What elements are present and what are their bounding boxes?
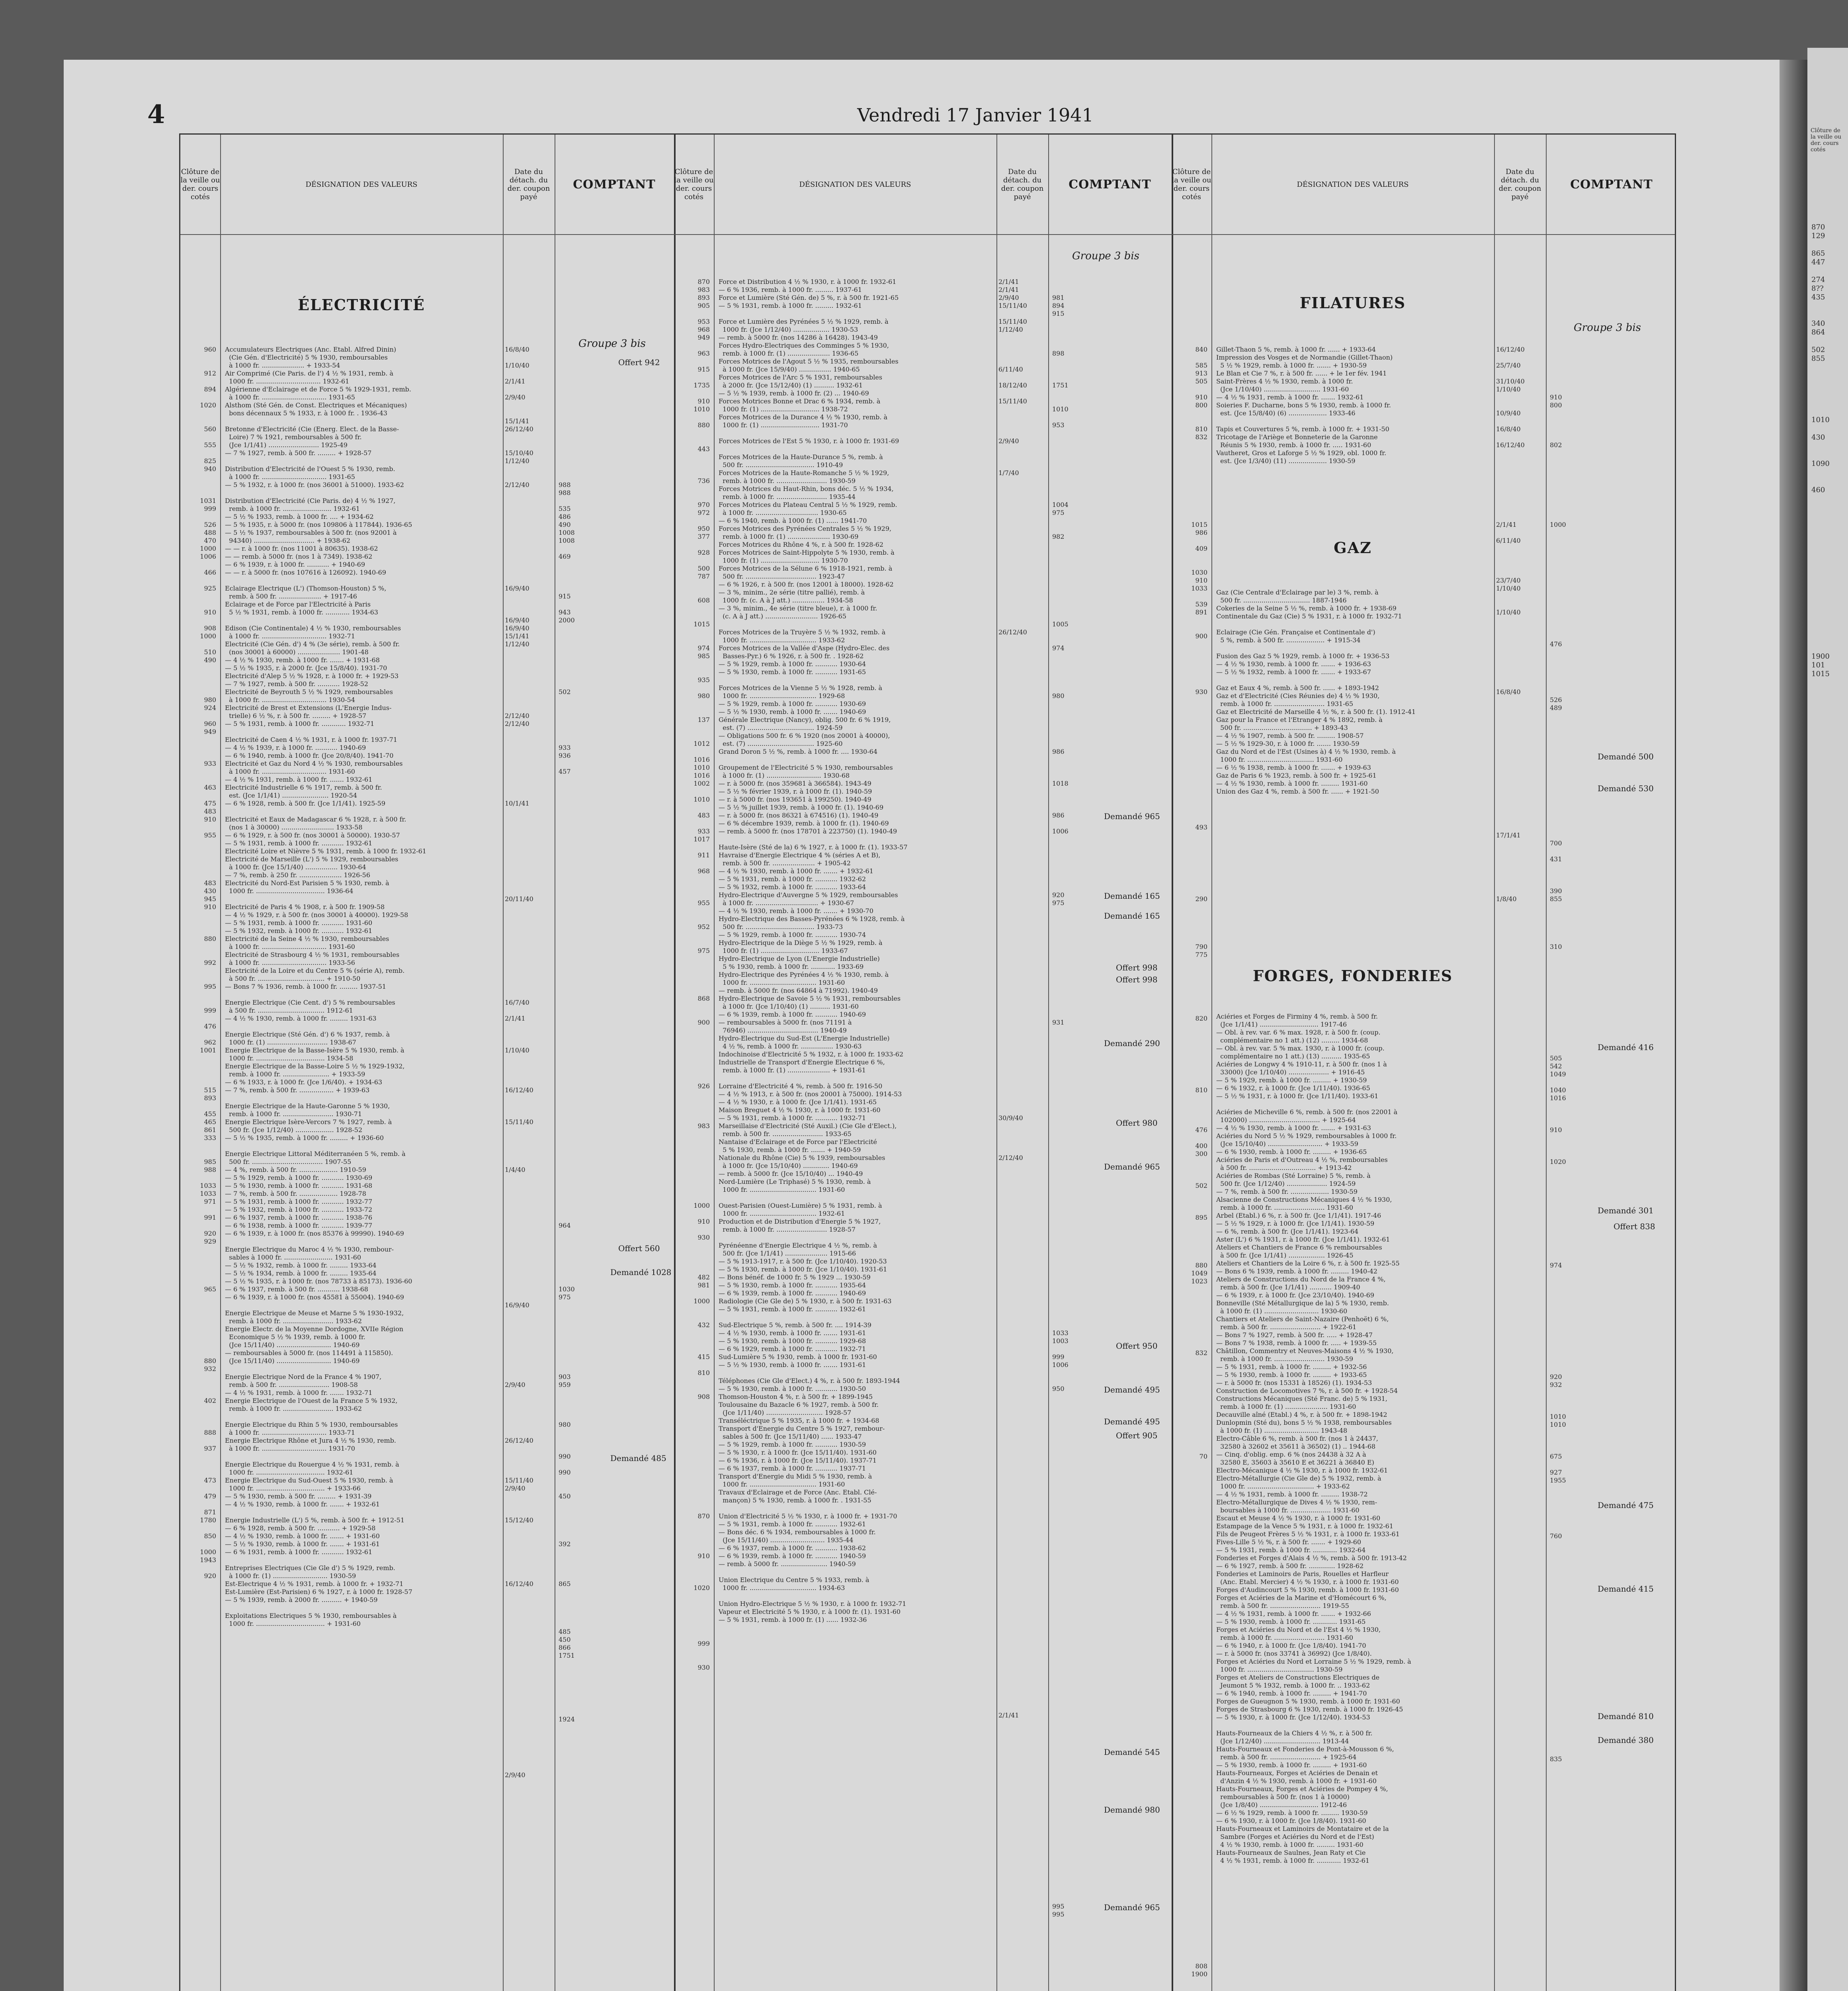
- demand-quote: Demandé 530: [1598, 784, 1654, 793]
- securities-list: Accumulateurs Electriques (Anc. Etabl. Alfred Dinin) (Cie Gén. d'Electricité) 5 % 1930, remboursables à 1000 fr. ..................... + 1933-54 Air Comprimé (Cie Paris. de l') 4 ½ % 1931, remb. à 1000 fr. ................................ 1932-61 Algérienne d'Eclairage et de Force 5 % 1929-1931, remb. à 1000 fr. ................................ 1931-65 Alsthom (Sté Gén. de Const. Electriques et Mécaniques) bons décennaux 5 % 1933, r. à 1000 fr. . 1936-43 Bretonne d'Electricité (Cie (Energ. Elect. de la Basse- Loire) 7 % 1921, remboursables à 500 fr. (Jce 1/1/41) ......................... 1925-49 — 7 % 1927, remb. à 500 fr. ......... + 1928-57 Distribution d'Electricité de l'Ouest 5 % 1930, remb. à 1000 fr. ................................ 1931-65 — 5 % 1932, r. à 1000 fr. (nos 36001 à 51000). 1933-62 Distribution d'Electricité (Cie Paris. de) 4 ½ % 1927, remb. à 1000 fr. ........................ 1932-61 — 5 ½ % 1933, remb. à 1000 fr. .... + 1934-62 — 5 % 1935, r. à 5000 fr. (nos 109806 à 117844). 1936-65 — 5 ½ % 1937, remboursables à 500 fr. (nos 92001 à 94340) .............................. + 1938-62 — — r. à 1000 fr. (nos 11001 à 80635). 1938-62 — — remb. à 5000 fr. (nos 1 à 7349). 1938-62 — 6 % 1939, r. à 1000 fr. ........... + 1940-69 — — r. à 5000 fr. (nos 107616 à 126092). 1940-69 Eclairage Electrique (L') (Thomson-Houston) 5 %, remb. à 500 fr. ..................... + 1917-46 Eclairage et de Force par l'Electricité à Paris 5 ½ % 1931, remb. à 1000 fr. ............ 1934-63 Edison (Cie Continentale) 4 ½ % 1930, remboursables à 1000 fr. ................................ 1932-71 Electricité (Cie Gén. d') 4 % (3e série), remb. à 500 fr. (nos 30001 à 60000) ..................... 1901-48 — 4 ½ % 1930, remb. à 1000 fr. ....... + 1931-68 — 5 ½ % 1935, r. à 2000 fr. (Jce 15/8/40). 1931-70 Electricité d'Alep 5 ½ % 1928, r. à 1000 fr. + 1929-53 — 7 % 1927, remb. à 500 fr. ........... 1928-52 Electricité de Beyrouth 5 ½ % 1929, remboursables à 1000 fr. ................................ 1930-54 Electricité de Brest et Extensions (L'Energie Indus- trielle) 6 ½ %, r. à 500 fr. ......... + 1928-57 — 5 % 1931, remb. à 1000 fr. ............ 1932-71 Electricité de Caen 4 ½ % 1931, r. à 1000 fr. 1937-71 — 4 ½ % 1939, r. à 1000 fr. ........... 1940-69 — 6 % 1940, remb. à 1000 fr. (Jce 20/8/40). 1941-70 Electricité et Gaz du Nord 4 ½ % 1930, remboursables à 1000 fr. ................................ 1931-60 — 4 ½ % 1931, remb. à 1000 fr. ....... 1932-61 Electricité Industrielle 6 % 1917, remb. à 500 fr. est. (Jce 1/1/41) ....................... 1920-54 — 6 % 1928, remb. à 500 fr. (Jce 1/1/41). 1925-59 Electricité et Eaux de Madagascar 6 % 1928, r. à 500 fr. (nos 1 à 30000) .......................... 1933-58 — 6 % 1929, r. à 500 fr. (nos 30001 à 50000). 1930-57 — 5 % 1931, remb. à 1000 fr. ........... 1932-61 Electricité Loire et Nièvre 5 % 1931, remb. à 1000 fr. 1932-61 Electricité de Marseille (L') 5 % 1929, remboursables à 1000 fr. (Jce 15/1/40) ................ 1930-64 — 7 %, remb. à 250 fr. ..................... 1926-56 Electricité du Nord-Est Parisien 5 % 1930, remb. à 1000 fr. .................................. 1936-64 Electricité de Paris 4 % 1908, r. à 500 fr. 1909-58 — 4 ½ % 1929, r. à 500 fr. (nos 30001 à 40000). 1929-58 — 5 % 1931, remb. à 1000 fr. ........... 1931-60 — 5 % 1932, remb. à 1000 fr. ........... 1932-61 Electricité de la Seine 4 ½ % 1930, remboursables à 1000 fr. ................................ 1931-60 Electricité de Strasbourg 4 ½ % 1931, remboursables à 1000 fr. ................................ 1933-56 Electricité de la Loire et du Centre 5 % (série A), remb. à 500 fr. ................................. + 1910-50 — Bons 7 % 1936, remb. à 1000 fr. ......... 1937-51 Energie Electrique (Cie Cent. d') 5 % remboursables à 500 fr. ................................. 1912-61 — 4 ½ % 1930, remb. à 1000 fr. ......... 1931-63 Energie Electrique (Sté Gén. d') 6 % 1937, remb. à 1000 fr. (1) .............................. 1938-67 Energie Electrique de la Basse-Isère 5 % 1930, remb. à 1000 fr. .................................. 1934-58 Energie Electrique de la Basse-Loire 5 ½ % 1929-1932, remb. à 1000 fr. ....................... + 1933-59 — 6 % 1933, r. à 1000 fr. (Jce 1/6/40). + 1934-63 — 7 %, remb. à 500 fr. ................. + 1939-63 Energie Electrique de la Haute-Garonne 5 % 1930, remb. à 1000 fr. ......................... 1930-71 Energie Electrique Isère-Vercors 7 % 1927, remb. à 500 fr. (Jce 1/12/40) ................... 1928-52 — 5 ½ % 1935, remb. à 1000 fr. ......... + 1936-60 Energie Electrique Littoral Méditerranéen 5 %, remb. à 500 fr. ................................... 1907-55 — 4 %, remb. à 500 fr. ................... 1910-59 — 5 % 1929, remb. à 1000 fr. ........... 1930-69 — 5 % 1930, remb. à 1000 fr. ........... 1931-68 — 7 %, remb. à 500 fr. ................... 1928-78 — 5 % 1931, remb. à 1000 fr. ........... 1932-77 — 5 % 1932, remb. à 1000 fr. ........... 1933-72 — 6 % 1937, remb. à 1000 fr. ........... 1938-76 — 6 % 1938, remb. à 1000 fr. ........... 1939-77 — 6 % 1939, r. à 1000 fr. (nos 85376 à 99990). 1940-69 Energie Electrique du Maroc 4 ½ % 1930, rembour- sables à 1000 fr. ........................ 1931-60 — 5 ½ % 1932, remb. à 1000 fr. ......... 1933-64 — 5 ½ % 1934, remb. à 1000 fr. ......... 1935-64 — 5 ½ % 1935, r. à 1000 fr. (nos 78733 à 85173). 1936-60 — 6 % 1937, remb. à 500 fr. ........... 1938-68 — 6 % 1939, r. à 1000 fr. (nos 45581 à 55004). 1940-69 Energie Electrique de Meuse et Marne 5 % 1930-1932, remb. à 1000 fr. ......................... 1933-62 Energie Electr. de la Moyenne Dordogne, XVIIe Région Economique 5 ½ % 1939, remb. à 1000 fr. (Jce 15/11/40) ........................... 1940-69 — remboursables à 5000 fr. (nos 114491 à 115850). (Jce 15/11/40) ........................... 1940-69 Energie Electrique Nord de la France 4 % 1907, remb. à 500 fr. ......................... 1908-58 — 4 ½ % 1931, remb. à 1000 fr. ....... 1932-71 Energie Electrique de l'Ouest de la France 5 % 1932, remb. à 1000 fr. ......................... 1933-62 Energie Electrique du Rhin 5 % 1930, remboursables à 1000 fr. ................................ 1933-71 Energie Electrique Rhône et Jura 4 ½ % 1930, remb. à 1000 fr. ................................ 1931-70 Energie Electrique du Rouergue 4 ½ % 1931, remb. à 1000 fr. .................................. 1932-61 Energie Electrique du Sud-Ouest 5 % 1930, remb. à 1000 fr. .................................. + 1933-66 — 5 % 1930, remb. à 500 fr. ......... + 1931-39 — 4 ½ % 1930, remb. à 1000 fr. ....... + 1932-61 Energie Industrielle (L') 5 %, remb. à 500 fr. + 1912-51 — 6 % 1928, remb. à 500 fr. ........... + 1929-58 — 4 ½ % 1930, remb. à 1000 fr. ....... + 1931-60 — 5 ½ % 1930, remb. à 1000 fr. ....... + 1931-61 — 6 % 1931, remb. à 1000 fr. ........... 1932-61 Entreprises Electriques (Cie Gle d') 5 % 1929, remb. à 1000 fr. (1) ........................... 1930-59 Est-Electrique 4 ½ % 1931, remb. à 1000 fr. + 1932-71 Est-Lumière (Est-Parisien) 6 % 1927, r. à 1000 fr. 1928-57 — 5 % 1939, remb. à 2000 fr. .......... + 1940-59 Exploitations Electriques 5 % 1930, remboursables à 1000 fr. .................................. + 1931-60: [225, 346, 426, 1627]
- adjacent-page-strip: [1807, 48, 1848, 1991]
- header-designation: DÉSIGNATION DES VALEURS: [799, 180, 911, 189]
- gaz-list: Gaz (Cie Centrale d'Eclairage par le) 3 %, remb. à 500 fr. ................................. 1887-1946 Cokeries de la Seine 5 ½ %, remb. à 1000 fr. + 1938-69 Continentale du Gaz (Cie) 5 % 1931, r. à 1000 fr. 1932-71 Eclairage (Cie Gén. Française et Continentale d') 5 %, remb. à 500 fr. ................... + 1915-34 Fusion des Gaz 5 % 1929, remb. à 1000 fr. + 1936-53 — 4 ½ % 1930, remb. à 1000 fr. ....... + 1936-63 — 5 ½ % 1932, remb. à 1000 fr. ....... + 1933-67 Gaz et Eaux 4 %, remb. à 500 fr. ...... + 1893-1942 Gaz et d'Electricité (Cies Réunies de) 4 ½ % 1930, remb. à 1000 fr. ......................... 1931-65 Gaz et Electricité de Marseille 4 ½ %, r. à 500 fr. (1). 1912-41 Gaz pour la France et l'Etranger 4 % 1892, remb. à 500 fr. .................................. + 1893-43 — 4 ½ % 1907, remb. à 500 fr. ......... 1908-57 — 5 ½ % 1929-30, r. à 1000 fr. ....... 1930-59 Gaz du Nord et de l'Est (Usines à) 4 ½ % 1930, remb. à 1000 fr. ................................. 1931-60 — 6 ½ % 1938, remb. à 1000 fr. ....... + 1939-63 Gaz de Paris 6 % 1923, remb. à 500 fr. + 1925-61 — 4 ½ % 1930, remb. à 1000 fr. ......... 1931-60 Union des Gaz 4 %, remb. à 500 fr. ...... + 1921-50: [1216, 589, 1416, 795]
- demand-quote: Demandé 495: [1104, 1417, 1160, 1426]
- header-date-detach: Date du détach. du der. coupon payé: [507, 168, 550, 201]
- next-page-header: Clôture de la veille ou der. cours cotés: [1811, 127, 1842, 153]
- demand-quote: Demandé 495: [1104, 1385, 1160, 1394]
- detach-dates: 16/12/40 25/7/40 31/10/40 1/10/40 10/9/40 16/8/40 16/12/40 2/1/41 6/11/40 23/7/40 1/10/40 1/10/40 16/8/40 17/1/41 1/8/40: [1496, 346, 1525, 903]
- cloture-values: 960 912 894 1020 560 555 825 940 1031 999 526 488 470 1000 1006 466 925 910 908 1000 510 490 980 924 960 949 933 463 475 483 910 955 483 430 945 910 880 992 995 999 476 962 1001 515 893 455 465 861 333 985 988 1033 1033 971 991 920 929 965 880 932 402 888 937 473 479 871 1780 850 1000 1943 920: [200, 346, 216, 1580]
- offer-quote: Offert 950: [1116, 1341, 1158, 1351]
- demand-quote: Demandé 415: [1598, 1584, 1654, 1594]
- header-date-detach: Date du détach. du der. coupon payé: [1001, 168, 1044, 201]
- demand-quote: Demandé 165: [1104, 911, 1160, 921]
- groupe-label: Groupe 3 bis: [1574, 322, 1641, 334]
- stock-table: [179, 133, 1676, 1991]
- demand-quote: Demandé 165: [1104, 891, 1160, 901]
- demand-quote: Demandé 965: [1104, 812, 1160, 821]
- demand-quote: Demandé 500: [1598, 752, 1654, 761]
- offer-quote: Offert 980: [1116, 1118, 1158, 1128]
- header-cloture: Clôture de la veille ou der. cours cotés: [180, 168, 220, 201]
- demand-quote: Demandé 1028: [610, 1267, 672, 1277]
- groupe-label: Groupe 3 bis: [578, 338, 646, 350]
- issue-date: Vendredi 17 Janvier 1941: [857, 104, 1094, 126]
- header-designation: DÉSIGNATION DES VALEURS: [1297, 180, 1409, 189]
- demand-quote: Demandé 545: [1104, 1747, 1160, 1757]
- demand-quote: Demandé 965: [1104, 1903, 1160, 1912]
- section-gaz: GAZ: [1334, 539, 1372, 557]
- section-electricite: ÉLECTRICITÉ: [298, 296, 425, 314]
- header-cloture: Clôture de la veille ou der. cours cotés: [674, 168, 714, 201]
- demand-quote: Demandé 980: [1104, 1805, 1160, 1815]
- header-designation: DÉSIGNATION DES VALEURS: [305, 180, 418, 189]
- cloture-values: 870 983 893 905 953 968 949 963 915 1735 910 1010 880 443 736 970 972 950 377 928 500 787 608 1015 974 985 935 980 137 1012 1016 1010 1016 1002 1010 483 933 1017 911 968 955 952 975 868 900 926 983 1000 910 930 482 981 1000 432 415 810 908 870 910 1020 999 930: [693, 278, 710, 1671]
- comptant-values: 910 800 802 1000 476 526 489 700 431 390 855 310 505 542 1049 1040 1016 910 1020 974 920 932 1010 1010 675 927 1955 760 835: [1550, 393, 1566, 1763]
- offer-quote: Offert 905: [1116, 1431, 1158, 1440]
- demand-quote: Demandé 416: [1598, 1042, 1654, 1052]
- demand-quote: Demandé 380: [1598, 1735, 1654, 1745]
- header-cloture: Clôture de la veille ou der. cours cotés: [1172, 168, 1211, 201]
- header-comptant: COMPTANT: [1570, 177, 1653, 192]
- demand-quote: Demandé 475: [1598, 1500, 1654, 1510]
- demand-quote: Demandé 301: [1598, 1206, 1654, 1215]
- demand-quote: Demandé 965: [1104, 1162, 1160, 1172]
- section-filatures: FILATURES: [1299, 294, 1406, 312]
- header-date-detach: Date du détach. du der. coupon payé: [1498, 168, 1541, 201]
- filatures-list: Gillet-Thaon 5 %, remb. à 1000 fr. ...... + 1933-64 Impression des Vosges et de Normandie (Gillet-Thaon) 5 ½ % 1929, remb. à 1000 fr. ....... + 1930-59 Le Blan et Cie 7 %, r. à 500 fr. ...... + le 1er fév. 1941 Saint-Frères 4 ½ % 1930, remb. à 1000 fr. (Jce 1/10/40) ............................ 1931-60 — 4 ½ % 1931, remb. à 1000 fr. ....... 1932-61 Soieries F. Ducharne, bons 5 % 1930, remb. à 1000 fr. est. (Jce 15/8/40) (6) ................... 1933-46 Tapis et Couvertures 5 %, remb. à 1000 fr. + 1931-50 Tricotage de l'Ariège et Bonneterie de la Garonne Réunis 5 % 1930, remb. à 1000 fr. ..... 1931-60 Vautheret, Gros et Laforge 5 ½ % 1929, obl. 1000 fr. est. (Jce 1/3/40) (11) ................... 1930-59: [1216, 346, 1393, 465]
- detach-dates: 16/8/40 1/10/40 2/1/41 2/9/40 15/1/41 26/12/40 15/10/40 1/12/40 2/12/40 16/9/40 16/9/40 16/9/40 15/1/41 1/12/40 2/12/40 2/12/40 10/1/41 20/11/40 16/7/40 2/1/41 1/10/40 16/12/40 15/11/40 1/4/40 16/9/40 2/9/40 26/12/40 15/11/40 2/9/40 15/12/40 16/12/40 2/9/40: [505, 346, 533, 1779]
- demand-quote: Demandé 810: [1598, 1711, 1654, 1721]
- comptant-values: 981 894 915 898 1751 1010 953 1004 975 982 1005 974 980 986 1018 986 1006 920 975 931 1033 1003 999 1006 950 995 995: [1052, 294, 1069, 1918]
- offer-quote: Offert 838: [1614, 1222, 1655, 1231]
- section-forges-fonderies: FORGES, FONDERIES: [1252, 967, 1453, 985]
- book-spine-shadow: [1780, 60, 1807, 1991]
- securities-list: Force et Distribution 4 ½ % 1930, r. à 1000 fr. 1932-61 — 6 % 1936, remb. à 1000 fr. ......... 1937-61 Force et Lumière (Sté Gén. de) 5 %, r. à 500 fr. 1921-65 — 5 % 1931, remb. à 1000 fr. ......... 1932-61 Force et Lumière des Pyrénées 5 ½ % 1929, remb. à 1000 fr. (Jce 1/12/40) .................. 1930-53 — remb. à 5000 fr. (nos 14286 à 16428). 1943-49 Forces Hydro-Electriques des Comminges 5 % 1930, remb. à 1000 fr. (1) ..................... 1936-65 Forces Motrices de l'Agout 5 ½ % 1935, remboursables à 1000 fr. (Jce 15/9/40) ................ 1940-65 Forces Motrices de l'Arc 5 % 1931, remboursables à 2000 fr. (Jce 15/12/40) (1) .......... 1932-61 — 5 ½ % 1939, remb. à 1000 fr. (2) ... 1940-69 Forces Motrices Bonne et Drac 6 % 1934, remb. à 1000 fr. (1) ............................. 1938-72 Forces Motrices de la Durance 4 ½ % 1930, remb. à 1000 fr. (1) ............................. 1931-70 Forces Motrices de l'Est 5 % 1930, r. à 1000 fr. 1931-69 Forces Motrices de la Haute-Durance 5 %, remb. à 500 fr. .................................. 1910-49 Forces Motrices de la Haute-Romanche 5 ½ % 1929, remb. à 1000 fr. ......................... 1930-59 Forces Motrices du Haut-Rhin, bons déc. 5 ½ % 1934, remb. à 1000 fr. ......................... 1935-44 Forces Motrices du Plateau Central 5 ½ % 1929, remb. à 1000 fr. ............................... 1930-65 — 6 % 1940, remb. à 1000 fr. (1) ...... 1941-70 Forces Motrices des Pyrénées Centrales 5 ½ % 1929, remb. à 1000 fr. (1) ..................... 1930-69 Forces Motrices du Rhône 4 %, r. à 500 fr. 1928-62 Forces Motrices de Saint-Hippolyte 5 % 1930, remb. à 1000 fr. (1) ............................. 1930-70 Forces Motrices de la Sélune 6 % 1918-1921, remb. à 500 fr. ................................... 1923-47 — 6 % 1926, r. à 500 fr. (nos 12001 à 18000). 1928-62 — 3 %, minim., 2e série (titre pallié), remb. à 1000 fr. (c. A à J att.) ................ 1934-58 — 3 %, minim., 4e série (titre bleue), r. à 1000 fr. (c. A à J att.) .......................... 1926-65 Forces Motrices de la Truyère 5 ½ % 1932, remb. à 1000 fr. ................................. 1933-62 Forces Motrices de la Vallée d'Aspe (Hydro-Elec. des Basses-Pyr.) 6 % 1926, r. à 500 fr. . 1928-62 — 5 % 1929, remb. à 1000 fr. ........... 1930-64 — 5 % 1930, remb. à 1000 fr. ........... 1931-65 Forces Motrices de la Vienne 5 ½ % 1928, remb. à 1000 fr. ................................. 1929-68 — 5 % 1929, remb. à 1000 fr. ........... 1930-69 — 5 ½ % 1930, remb. à 1000 fr. ....... 1940-69 Générale Electrique (Nancy), oblig. 500 fr. 6 % 1919, est. (7) ................................. 1924-59 — Obligations 500 fr. 6 % 1920 (nos 20001 à 40000), est. (7) ................................. 1925-60 Grand Doron 5 ½ %, remb. à 1000 fr. .... 1930-64 Groupement de l'Electricité 5 % 1930, remboursables à 1000 fr. (1) ........................... 1930-68 — r. à 5000 fr. (nos 359681 à 366584). 1943-49 — 5 ½ % février 1939, r. à 1000 fr. (1). 1940-59 — r. à 5000 fr. (nos 193651 à 199250). 1940-49 — 5 ½ % juillet 1939, remb. à 1000 fr. (1). 1940-69 — r. à 5000 fr. (nos 86321 à 674516) (1). 1940-49 — 6 % décembre 1939, remb. à 1000 fr. (1). 1940-69 — remb. à 5000 fr. (nos 178701 à 223750) (1). 1940-49 Haute-Isère (Sté de la) 6 % 1927, r. à 1000 fr. (1). 1933-57 Havraise d'Energie Electrique 4 % (séries A et B), remb. à 500 fr. ..................... + 1905-42 — 4 ½ % 1930, remb. à 1000 fr. ....... + 1932-61 — 5 % 1931, remb. à 1000 fr. ........... 1932-62 — 5 % 1932, remb. à 1000 fr. ........... 1933-64 Hydro-Electrique d'Auvergne 5 % 1929, remboursables à 1000 fr. ............................... + 1930-67 — 4 ½ % 1930, remb. à 1000 fr. ....... + 1930-70 Hydro-Electrique des Basses-Pyrénées 6 % 1928, remb. à 500 fr. .................................. 1933-73 — 5 % 1929, remb. à 1000 fr. ........... 1930-74 Hydro-Electrique de la Diège 5 ½ % 1929, remb. à 1000 fr. (1) ............................. 1933-67 Hydro-Electrique de Lyon (L'Energie Industrielle) 5 % 1930, remb. à 1000 fr. ............ 1933-69 Hydro-Electrique des Pyrénées 4 ½ % 1930, remb. à 1000 fr. ................................. 1931-60 — remb. à 5000 fr. (nos 64864 à 71992). 1940-49 Hydro-Electrique de Savoie 5 ½ % 1931, remboursables à 1000 fr. (Jce 1/10/40) (1) .......... 1931-60 — 6 % 1939, remb. à 1000 fr. ........... 1940-69 — remboursables à 5000 fr. (nos 71191 à 76946) ................................... 1940-49 Hydro-Electrique du Sud-Est (L'Energie Industrielle) 4 ½ %, remb. à 1000 fr. ................ 1930-63 Indochinoise d'Electricité 5 % 1932, r. à 1000 fr. 1933-62 Industrielle de Transport d'Energie Electrique 6 %, remb. à 1000 fr. (1) ..................... + 1931-61 Lorraine d'Electricité 4 %, remb. à 500 fr. 1916-50 — 4 ½ % 1913, r. à 500 fr. (nos 20001 à 75000). 1914-53 — 4 ½ % 1930, r. à 1000 fr. (Jce 1/1/41). 1931-65 Maison Breguet 4 ½ % 1930, r. à 1000 fr. 1931-60 — 5 % 1931, remb. à 1000 fr. ........... 1932-71 Marseillaise d'Electricité (Sté Auxil.) (Cie Gle d'Elect.), remb. à 500 fr. ......................... 1933-65 Nantaise d'Eclairage et de Force par l'Electricité 5 % 1930, remb. à 1000 fr. ....... + 1940-59 Nationale du Rhône (Cie) 5 % 1939, remboursables à 1000 fr. (Jce 15/10/40) ............. 1940-69 — remb. à 5000 fr. (Jce 15/10/40) ... 1940-49 Nord-Lumière (Le Triphasé) 5 % 1930, remb. à 1000 fr. ................................. 1931-60 Ouest-Parisien (Ouest-Lumière) 5 % 1931, remb. à 1000 fr. ................................. 1932-61 Production et de Distribution d'Energie 5 % 1927, remb. à 1000 fr. ......................... 1928-57 Pyrénéenne d'Energie Electrique 4 ½ %, remb. à 500 fr. (Jce 1/1/41) ..................... 1915-66 — 5 % 1913-1917, r. à 500 fr. (Jce 1/10/40). 1920-53 — 5 % 1930, remb. à 1000 fr. (Jce 1/10/40). 1931-61 — Bons bénéf. de 1000 fr. 5 % 1929 ... 1930-59 — 5 % 1930, remb. à 1000 fr. ........... 1935-64 — 6 % 1939, remb. à 1000 fr. ........... 1940-69 Radiologie (Cie Gle de) 5 % 1930, r. à 500 fr. 1931-63 — 5 % 1931, remb. à 1000 fr. ........... 1932-61 Sud-Electrique 5 %, remb. à 500 fr. .... 1914-39 — 4 ½ % 1930, remb. à 1000 fr. ....... 1931-61 — 5 % 1930, remb. à 1000 fr. ........... 1929-68 — 6 % 1929, remb. à 1000 fr. ........... 1932-71 Sud-Lumière 5 % 1930, remb. à 1000 fr. 1931-60 — 5 ½ % 1930, remb. à 1000 fr. ....... 1931-61 Téléphones (Cie Gle d'Elect.) 4 %, r. à 500 fr. 1893-1944 — 5 % 1930, remb. à 1000 fr. ........... 1930-50 Thomson-Houston 4 %, r. à 500 fr. + 1899-1945 Toulousaine du Bazacle 6 % 1927, remb. à 500 fr. (Jce 1/11/40) ............................ 1928-57 Transéléctrique 5 % 1935, r. à 1000 fr. + 1934-68 Transport d'Energie du Centre 5 % 1927, rembour- sables à 500 fr. (Jce 15/11/40) ...... 1933-47 — 5 % 1929, remb. à 1000 fr. ........... 1930-59 — 5 % 1930, r. à 1000 fr. (Jce 15/11/40). 1931-60 — 6 % 1936, r. à 1000 fr. (Jce 15/11/40). 1937-71 — 6 % 1937, remb. à 1000 fr. ........... 1937-71 Transport d'Energie du Midi 5 % 1930, remb. à 1000 fr. ................................. 1931-60 Travaux d'Eclairage et de Force (Anc. Etabl. Clé- mançon) 5 % 1930, remb. à 1000 fr. . 1931-55 Union d'Electricité 5 ½ % 1930, r. à 1000 fr. + 1931-70 — 5 % 1931, remb. à 1000 fr. ........... 1932-61 — Bons déc. 6 % 1934, remboursables à 1000 fr. (Jce 15/11/40) ........................... 1935-44 — 6 % 1937, remb. à 1000 fr. ........... 1938-62 — 6 % 1939, remb. à 1000 fr. ........... 1940-59 — remb. à 5000 fr. ....................... 1940-59 Union Electrique du Centre 5 % 1933, remb. à 1000 fr. ................................. 1934-63 Union Hydro-Electrique 5 ½ % 1930, r. à 1000 fr. 1932-71 Vapeur et Electricité 5 % 1930, r. à 1000 fr. (1). 1931-60 — 5 % 1931, remb. à 1000 fr. (1) ...... 1932-36: [719, 278, 908, 1623]
- offer-quote: Offert 998: [1116, 975, 1158, 984]
- comptant-values: 988 988 535 486 490 1008 1008 469 915 943 2000 502 933 936 457 964 1030 975 903 959 980 990 990 450 392 865 485 450 866 1751 1924: [559, 481, 575, 1723]
- offer-quote: Offert 942: [618, 358, 660, 367]
- offer-quote: Offert 560: [618, 1244, 660, 1253]
- detach-dates: 2/1/41 2/1/41 2/9/40 15/11/40 15/11/40 1/12/40 6/11/40 18/12/40 15/11/40 2/9/40 1/7/40 26/12/40 30/9/40 2/12/40 2/1/41: [998, 278, 1027, 1719]
- offer-quote: Offert 998: [1116, 963, 1158, 972]
- demand-quote: Demandé 485: [610, 1453, 666, 1463]
- next-page-numbers: 870 129 865 447 274 8?? 435 340 864 502 855 1010 430 1090 460 1900 101 1015: [1811, 223, 1830, 678]
- groupe-label: Groupe 3 bis: [1072, 250, 1139, 262]
- forges-list: Aciéries et Forges de Firminy 4 %, remb. à 500 fr. (Jce 1/1/41) ............................. 1917-46 — Obl. à rev. var. 6 % max. 1928, r. à 500 fr. (coup. complémentaire no 1 att.) (12) ......... 1934-68 — Obl. à rev. var. 5 % max. 1930, r. à 1000 fr. (coup. complémentaire no 1 att.) (13) .......... 1935-65 Aciéries de Longwy 4 % 1910-11, r. à 500 fr. (nos 1 à 33000) (Jce 1/10/40) .................... + 1916-45 — 5 % 1929, remb. à 1000 fr. ......... + 1930-59 — 6 % 1932, r. à 1000 fr. (Jce 1/11/40). 1936-65 — 5 ½ % 1931, r. à 1000 fr. (Jce 1/11/40). 1933-61 Aciéries de Micheville 6 %, remb. à 500 fr. (nos 22001 à 102000) ................................... + 1925-64 — 4 ½ % 1930, remb. à 1000 fr. ....... + 1931-63 Aciéries du Nord 5 ½ % 1929, remboursables à 1000 fr. (Jce 15/10/40) ........................... + 1933-59 — 6 % 1930, remb. à 1000 fr. ......... + 1936-65 Aciéries de Paris et d'Outreau 4 ½ %, remboursables à 500 fr. ................................. + 1913-42 Aciéries de Rombas (Sté Lorraine) 5 %, remb. à 500 fr. (Jce 1/12/40) .................... 1924-59 — 7 %, remb. à 500 fr. ................... 1930-59 Alsacienne de Constructions Mécaniques 4 ½ % 1930, remb. à 1000 fr. ......................... 1931-60 Arbel (Etabl.) 6 %, r. à 500 fr. (Jce 1/1/41). 1917-46 — 5 ½ % 1929, r. à 1000 fr. (Jce 1/1/41). 1930-59 — 6 %, remb. à 500 fr. (Jce 1/1/41). 1923-64 Aster (L') 6 % 1931, r. à 1000 fr. (Jce 1/1/41). 1932-61 Ateliers et Chantiers de France 6 % remboursables à 500 fr. (Jce 1/1/41) .................. 1926-45 Ateliers et Chantiers de la Loire 6 %, r. à 500 fr. 1925-55 — Bons 6 % 1939, remb. à 1000 fr. ......... 1940-42 Ateliers de Constructions du Nord de la France 4 %, remb. à 500 fr. (Jce 1/1/41) ........... 1909-40 — 6 % 1939, r. à 1000 fr. (Jce 23/10/40). 1940-69 Bonneville (Sté Métallurgique de la) 5 % 1930, remb. à 1000 fr. (1) ........................... 1930-60 Chantiers et Ateliers de Saint-Nazaire (Penhoët) 6 %, remb. à 500 fr. ......................... + 1922-61 — Bons 7 % 1927, remb. à 500 fr. ..... + 1928-47 — Bons 7 % 1938, remb. à 1000 fr. ..... + 1939-55 Châtillon, Commentry et Neuves-Maisons 4 ½ % 1930, remb. à 1000 fr. ......................... 1930-59 — 5 % 1931, remb. à 1000 fr. ......... + 1932-56 — 5 % 1930, remb. à 1000 fr. ......... + 1933-65 — r. à 5000 fr. (nos 15331 à 18526) (1). 1934-53 Construction de Locomotives 7 %, r. à 500 fr. + 1928-54 Constructions Mécaniques (Sté Franc. de) 5 % 1931, remb. à 1000 fr. (1) ..................... 1931-60 Decauville aîné (Etabl.) 4 %, r. à 500 fr. + 1898-1942 Dunlopmin (Sté du), bons 5 ½ % 1938, remboursables à 1000 fr. (1) ........................... 1943-48 Electro-Câble 6 %, remb. à 500 fr. (nos 1 à 24437, 32580 à 32602 et 35611 à 36502) (1) .. 1944-68 — Cinq. d'oblig. emp. 6 % (nos 24438 à 32 A à 32580 E, 35603 à 35610 E et 36221 à 36840 E) Electro-Mécanique 4 ½ % 1930, r. à 1000 fr. 1932-61 Electro-Métallurgie (Cie Gle de) 5 % 1932, remb. à 1000 fr. ................................. + 1933-62 — 4 ½ % 1931, remb. à 1000 fr. ......... 1938-72 Electro-Métallurgique de Dives 4 ½ % 1930, rem- boursables à 1000 fr. .................... 1931-60 Escaut et Meuse 4 ½ % 1930, r. à 1000 fr. 1931-60 Estampage de la Vence 5 % 1931, r. à 1000 fr. 1932-61 Fils de Peugeot Frères 5 ½ % 1931, r. à 1000 fr. 1933-61 Fives-Lille 5 ½ %, r. à 500 fr. ....... + 1929-60 — 5 % 1931, remb. à 1000 fr. ............ 1932-64 Fonderies et Forges d'Alais 4 ½ %, remb. à 500 fr. 1913-42 — 6 % 1927, remb. à 500 fr. ............. 1928-62 Fonderies et Laminoirs de Paris, Rouelles et Harfleur (Anc. Etabl. Mercier) 4 ½ % 1930, r. à 1000 fr. 1931-60 Forges d'Audincourt 5 % 1930, remb. à 1000 fr. 1931-60 Forges et Aciéries de la Marine et d'Homécourt 6 %, remb. à 500 fr. ......................... 1919-55 — 4 ½ % 1931, remb. à 1000 fr. ....... + 1932-66 — 5 % 1930, remb. à 1000 fr. ............ 1931-65 Forges et Aciéries du Nord et de l'Est 4 ½ % 1930, remb. à 1000 fr. ......................... 1931-60 — 6 % 1940, r. à 1000 fr. (Jce 1/8/40). 1941-70 — r. à 5000 fr. (nos 33741 à 36992) (Jce 1/8/40). Forges et Aciéries du Nord et Lorraine 5 ½ % 1929, remb. à 1000 fr. ................................. 1930-59 Forges et Ateliers de Constructions Electriques de Jeumont 5 % 1932, remb. à 1000 fr. .. 1933-62 — 6 % 1940, remb. à 1000 fr. ......... + 1941-70 Forges de Gueugnon 5 % 1930, remb. à 1000 fr. 1931-60 Forges de Strasbourg 6 % 1930, remb. à 1000 fr. 1926-45 — 5 % 1930, r. à 1000 fr. (Jce 1/12/40). 1934-53 Hauts-Fourneaux de la Chiers 4 ½ %, r. à 500 fr. (Jce 1/12/40) ............................ 1913-44 Hauts-Fourneaux et Fonderies de Pont-à-Mousson 6 %, remb. à 500 fr. ......................... + 1925-64 — 5 % 1930, remb. à 1000 fr. ......... + 1931-60 Hauts-Fourneaux, Forges et Aciéries de Denain et d'Anzin 4 ½ % 1930, remb. à 1000 fr. + 1931-60 Hauts-Fourneaux, Forges et Aciéries de Pompey 4 %, remboursables à 500 fr. (nos 1 à 10000) (Jce 1/8/40) ............................. 1912-46 — 6 ½ % 1929, remb. à 1000 fr. ......... 1930-59 — 6 % 1930, r. à 1000 fr. (Jce 1/8/40). 1931-60 Hauts-Fourneaux et Laminoirs de Montataire et de la Sambre (Forges et Aciéries du Nord et de l'Est) 4 ½ % 1930, remb. à 1000 fr. ......... 1931-60 Hauts-Fourneaux de Saulnes, Jean Raty et Cie 4 ½ % 1931, remb. à 1000 fr. ............ 1932-61: [1216, 1013, 1411, 1864]
- demand-quote: Demandé 290: [1104, 1039, 1160, 1048]
- cloture-values: 840 585 913 505 910 800 810 832 1015 986 409 1030 910 1033 539 891 900 930 493 290 790 775 820 810 476 400 300 502 895 880 1049 1023 832 70 808 1900: [1191, 346, 1207, 1978]
- header-comptant: COMPTANT: [1069, 177, 1151, 192]
- page-number: 4: [147, 100, 165, 129]
- header-comptant: COMPTANT: [573, 177, 656, 192]
